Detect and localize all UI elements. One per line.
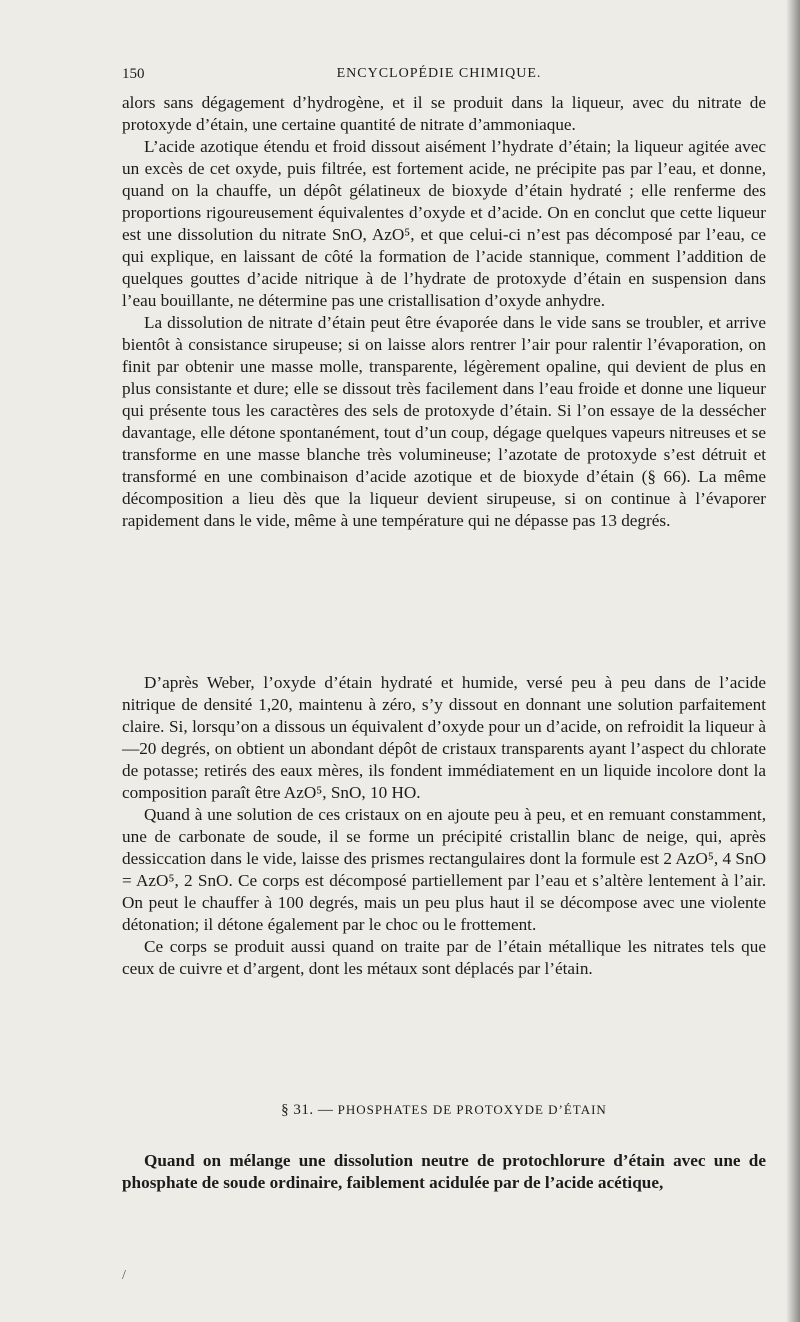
paragraph: D’après Weber, l’oxyde d’étain hydraté et humide, versé peu à peu dans de l’acide nitrique de densité 1,20, maintenu à zéro, s’y dissout en donnant une solution parfaitement claire. Si, lorsqu’on a dissous un équivalent d’oxyde pour un d’acide, on refroidit la liqueur à —20 degrés, on obtient un abondant dépôt de cristaux transparents ayant l’aspect du chlorate de potasse; retirés des eaux mères, ils fondent immédiatement en un liquide incolore dont la composition paraît être AzO⁵, SnO, 10 HO. xyxy=(122,673,766,802)
paragraph: Quand on mélange une dissolution neutre de protochlorure d’étain avec une de phosphate de soude ordinaire, faiblement acidulée par de l’acide acétique, xyxy=(122,1151,766,1192)
paragraph: La dissolution de nitrate d’étain peut être évaporée dans le vide sans se troubler, et arrive bientôt à consistance sirupeuse; si on laisse alors rentrer l’air pour ralentir l’évaporation, on finit par obtenir une masse molle, transparente, légèrement opaline, qui devient de plus en plus consistante et dure; elle se dissout très facilement dans l’eau froide et donne une liqueur qui présente tous les caractères des sels de protoxyde d’étain. Si l’on essaye de la dessécher davantage, elle détone spontanément, tout d’un coup, dégage quelques vapeurs nitreuses et se transforme en une masse blanche très volumineuse; l’azotate de protoxyde s’est détruit et transformé en une combinaison d’acide azotique et de bioxyde d’étain (§ 66). La même décomposition a lieu dès que la liqueur devient sirupeuse, si on continue à l’évaporer rapidement dans le vide, même à une température qui ne dépasse pas 13 degrés. xyxy=(122,313,766,530)
section-number: § 31. — xyxy=(281,1102,334,1118)
page-number: 150 xyxy=(122,66,145,82)
running-title: ENCYCLOPÉDIE CHIMIQUE. xyxy=(336,66,542,81)
paragraph: L’acide azotique étendu et froid dissout aisément l’hydrate d’étain; la liqueur agitée avec un excès de cet oxyde, puis filtrée, est fortement acide, ne précipite pas par l’eau, et donne, quand on la chauffe, un dépôt gélatineux de bioxyde d’étain hydraté ; elle renferme des proportions rigoureusement équivalentes d’oxyde et d’acide. On en conclut que cette liqueur est une dissolution du nitrate SnO, AzO⁵, et que celui-ci n’est pas décomposé par l’eau, ce qui explique, en laissant de côté la formation de l’acide stannique, comment l’addition de quelques gouttes d’acide nitrique à de l’hydrate de protoxyde d’étain en suspension dans l’eau bouillante, ne détermine pas une cristallisation d’oxyde anhydre. xyxy=(122,137,766,310)
text-block-3 xyxy=(122,1150,766,1194)
page-edge-shadow xyxy=(786,0,800,1322)
paragraph: Ce corps se produit aussi quand on traite par de l’étain métallique les nitrates tels que ceux de cuivre et d’argent, dont les métaux sont déplacés par l’étain. xyxy=(122,937,766,978)
section-title: PHOSPHATES DE PROTOXYDE D’ÉTAIN xyxy=(337,1102,607,1117)
text-block-2 xyxy=(122,672,766,980)
paragraph: alors sans dégagement d’hydrogène, et il se produit dans la liqueur, avec du nitrate de protoxyde d’étain, une certaine quantité de nitrate d’ammoniaque. xyxy=(122,93,766,134)
text-block-1 xyxy=(122,92,766,532)
section-heading xyxy=(122,1102,766,1119)
paragraph: Quand à une solution de ces cristaux on en ajoute peu à peu, et en remuant constamment, une de carbonate de soude, il se forme un précipité cristallin blanc de neige, qui, après dessiccation dans le vide, laisse des prismes rectangulaires dont la formule est 2 AzO⁵, 4 SnO = AzO⁵, 2 SnO. Ce corps est décomposé partiellement par l’eau et s’altère lentement à l’air. On peut le chauffer à 100 degrés, mais un peu plus haut il se décompose avec une violente détonation; il détone également par le choc ou le frottement. xyxy=(122,805,766,934)
stray-mark: / xyxy=(122,1268,126,1283)
page-header xyxy=(122,64,756,86)
